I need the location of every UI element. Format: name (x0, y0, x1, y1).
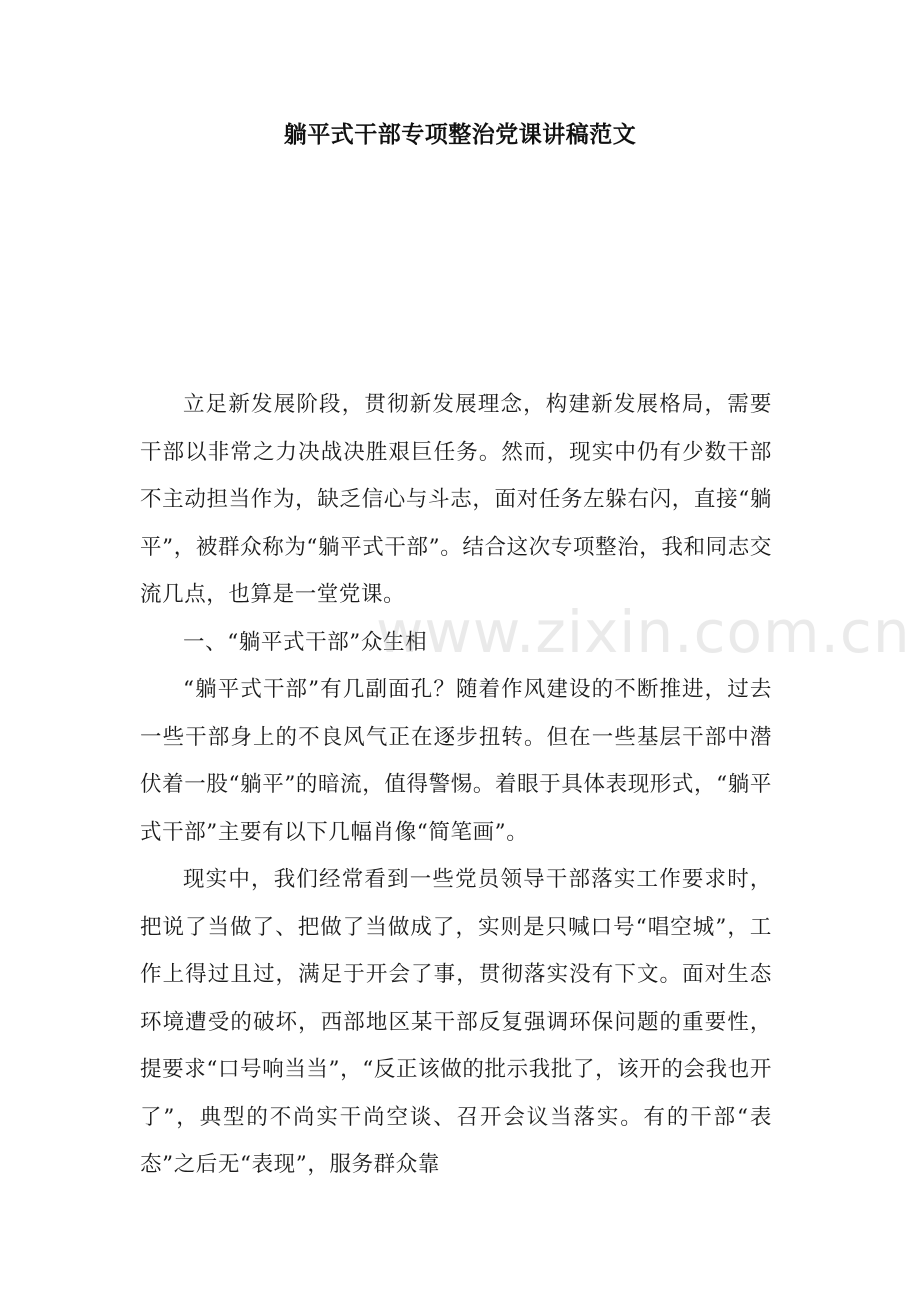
section-heading: 一、“躺平式干部”众生相 (183, 629, 428, 655)
paragraph-reality: 现实中，我们经常看到一些党员领导干部落实工作要求时，把说了当做了、把做了当做成了，实则是只喊口号“唱空城”，工作上得过且过，满足于开会了事，贯彻落实没有下文。面对生态环境遭受的破坏，西部地区某干部反复强调环保问题的重要性，提要求“口号响当当”，“反正该做的批示我批了，该开的会我也开了”，典型的不尚实干尚空谈、召开会议当落实。有的干部“表态”之后无“表现”，服务群众靠 (140, 867, 772, 1177)
document-title: 躺平式干部专项整治党课讲稿范文 (283, 122, 637, 148)
paragraph-faces: “躺平式干部”有几副面孔？随着作风建设的不断推进，过去一些干部身上的不良风气正在逐步扭转。但在一些基层干部中潜伏着一股“躺平”的暗流，值得警惕。着眼于具体表现形式，“躺平式干部”主要有以下几幅肖像“简笔画”。 (140, 677, 772, 845)
watermark: www.zixin.com.cn (376, 598, 911, 666)
document-body (140, 381, 772, 1189)
paragraph-intro: 立足新发展阶段，贯彻新发展理念，构建新发展格局，需要干部以非常之力决战决胜艰巨任务。然而，现实中仍有少数干部不主动担当作为，缺乏信心与斗志，面对任务左躲右闪，直接“躺平”，被群众称为“躺平式干部”。结合这次专项整治，我和同志交流几点，也算是一堂党课。 (140, 392, 772, 607)
